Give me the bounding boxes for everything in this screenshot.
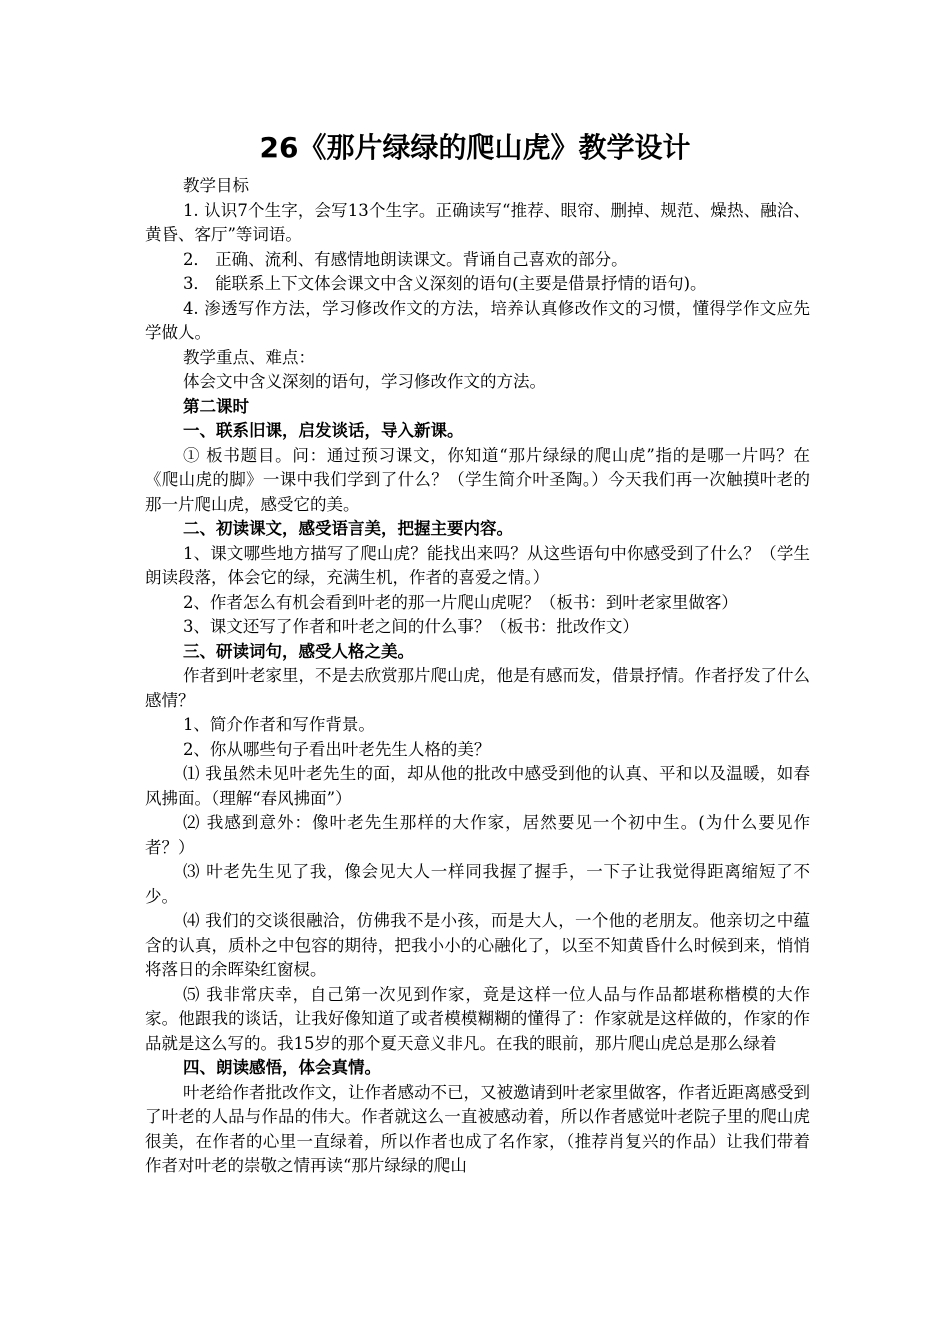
section-heading: 二、初读课文，感受语言美，把握主要内容。	[182, 519, 513, 538]
paragraph: ⑷ 我们的交谈很融洽，仿佛我不是小孩，而是大人，一个他的老朋友。他亲切之中蕴含的认真，质朴之中包容的期待，把我小小的心融化了，以至不知黄昏什么时候到来，悄悄将落日的余晖染红窗棂。	[145, 911, 810, 979]
paragraph: ⑵ 我感到意外：像叶老先生那样的大作家，居然要见一个初中生。(为什么要见作者？）	[145, 813, 810, 857]
paragraph: 教学目标	[182, 176, 249, 195]
paragraph: ⑶ 叶老先生见了我，像会见大人一样同我握了握手，一下子让我觉得距离缩短了不少。	[145, 862, 810, 906]
paragraph: 3、课文还写了作者和叶老之间的什么事？（板书：批改作文）	[182, 617, 639, 636]
paragraph: 3． 能联系上下文体会课文中含义深刻的语句(主要是借景抒情的语句)。	[182, 274, 707, 293]
paragraph: 1、课文哪些地方描写了爬山虎？能找出来吗？从这些语句中你感受到了什么？（学生朗读段落，体会它的绿，充满生机，作者的喜爱之情。）	[145, 543, 810, 587]
section-heading: 一、联系旧课，启发谈话，导入新课。	[182, 421, 464, 440]
paragraph: 教学重点、难点：	[182, 347, 315, 367]
paragraph: 2． 正确、流利、有感情地朗读课文。背诵自己喜欢的部分。	[182, 249, 628, 269]
section-heading: 三、研读词句，感受人格之美。	[182, 641, 414, 661]
paragraph: 2、你从哪些句子看出叶老先生人格的美？	[182, 739, 491, 759]
document-title: 26《那片绿绿的爬山虎》教学设计	[259, 131, 691, 164]
paragraph: ① 板书题目。问：通过预习课文，你知道“那片绿绿的爬山虎”指的是哪一片吗？在《爬山虎的脚》一课中我们学到了什么？（学生简介叶圣陶。）今天我们再一次触摸叶老的那一片爬山虎，感受它的美。	[145, 445, 810, 514]
paragraph: 作者到叶老家里，不是去欣赏那片爬山虎，他是有感而发，借景抒情。作者抒发了什么感情？	[145, 666, 810, 710]
paragraph: 2、作者怎么有机会看到叶老的那一片爬山虎呢？（板书：到叶老家里做客）	[182, 592, 738, 612]
document-body	[145, 174, 810, 1179]
paragraph: ⑸ 我非常庆幸，自己第一次见到作家，竟是这样一位人品与作品都堪称楷模的大作家。他跟我的谈话，让我好像知道了或者模模糊糊的懂得了：作家就是这样做的，作家的作品就是这么写的。我15岁的那个夏天意义非凡。在我的眼前，那片爬山虎总是那么绿着	[145, 984, 810, 1053]
paragraph: 体会文中含义深刻的语句，学习修改作文的方法。	[182, 372, 546, 391]
paragraph: 叶老给作者批改作文，让作者感动不已，又被邀请到叶老家里做客，作者近距离感受到了叶老的人品与作品的伟大。作者就这么一直被感动着，所以作者感觉叶老院子里的爬山虎很美，在作者的心里一直绿着，所以作者也成了名作家，（推荐肖复兴的作品）让我们带着作者对叶老的崇敬之情再读“那片绿绿的爬山	[145, 1082, 810, 1175]
paragraph: 1. 认识7个生字，会写13个生字。正确读写“推荐、眼帘、删掉、规范、燥热、融洽、黄昏、客厅”等词语。	[145, 200, 810, 244]
paragraph: ⑴ 我虽然未见叶老先生的面，却从他的批改中感受到他的认真、平和以及温暖，如春风拂面。（理解“春风拂面”）	[145, 764, 810, 808]
paragraph: 4. 渗透写作方法，学习修改作文的方法，培养认真修改作文的习惯，懂得学作文应先学做人。	[145, 298, 810, 342]
section-heading: 四、朗读感悟，体会真情。	[182, 1058, 381, 1077]
paragraph: 1、简介作者和写作背景。	[182, 715, 375, 734]
section-heading: 第二课时	[182, 396, 249, 416]
